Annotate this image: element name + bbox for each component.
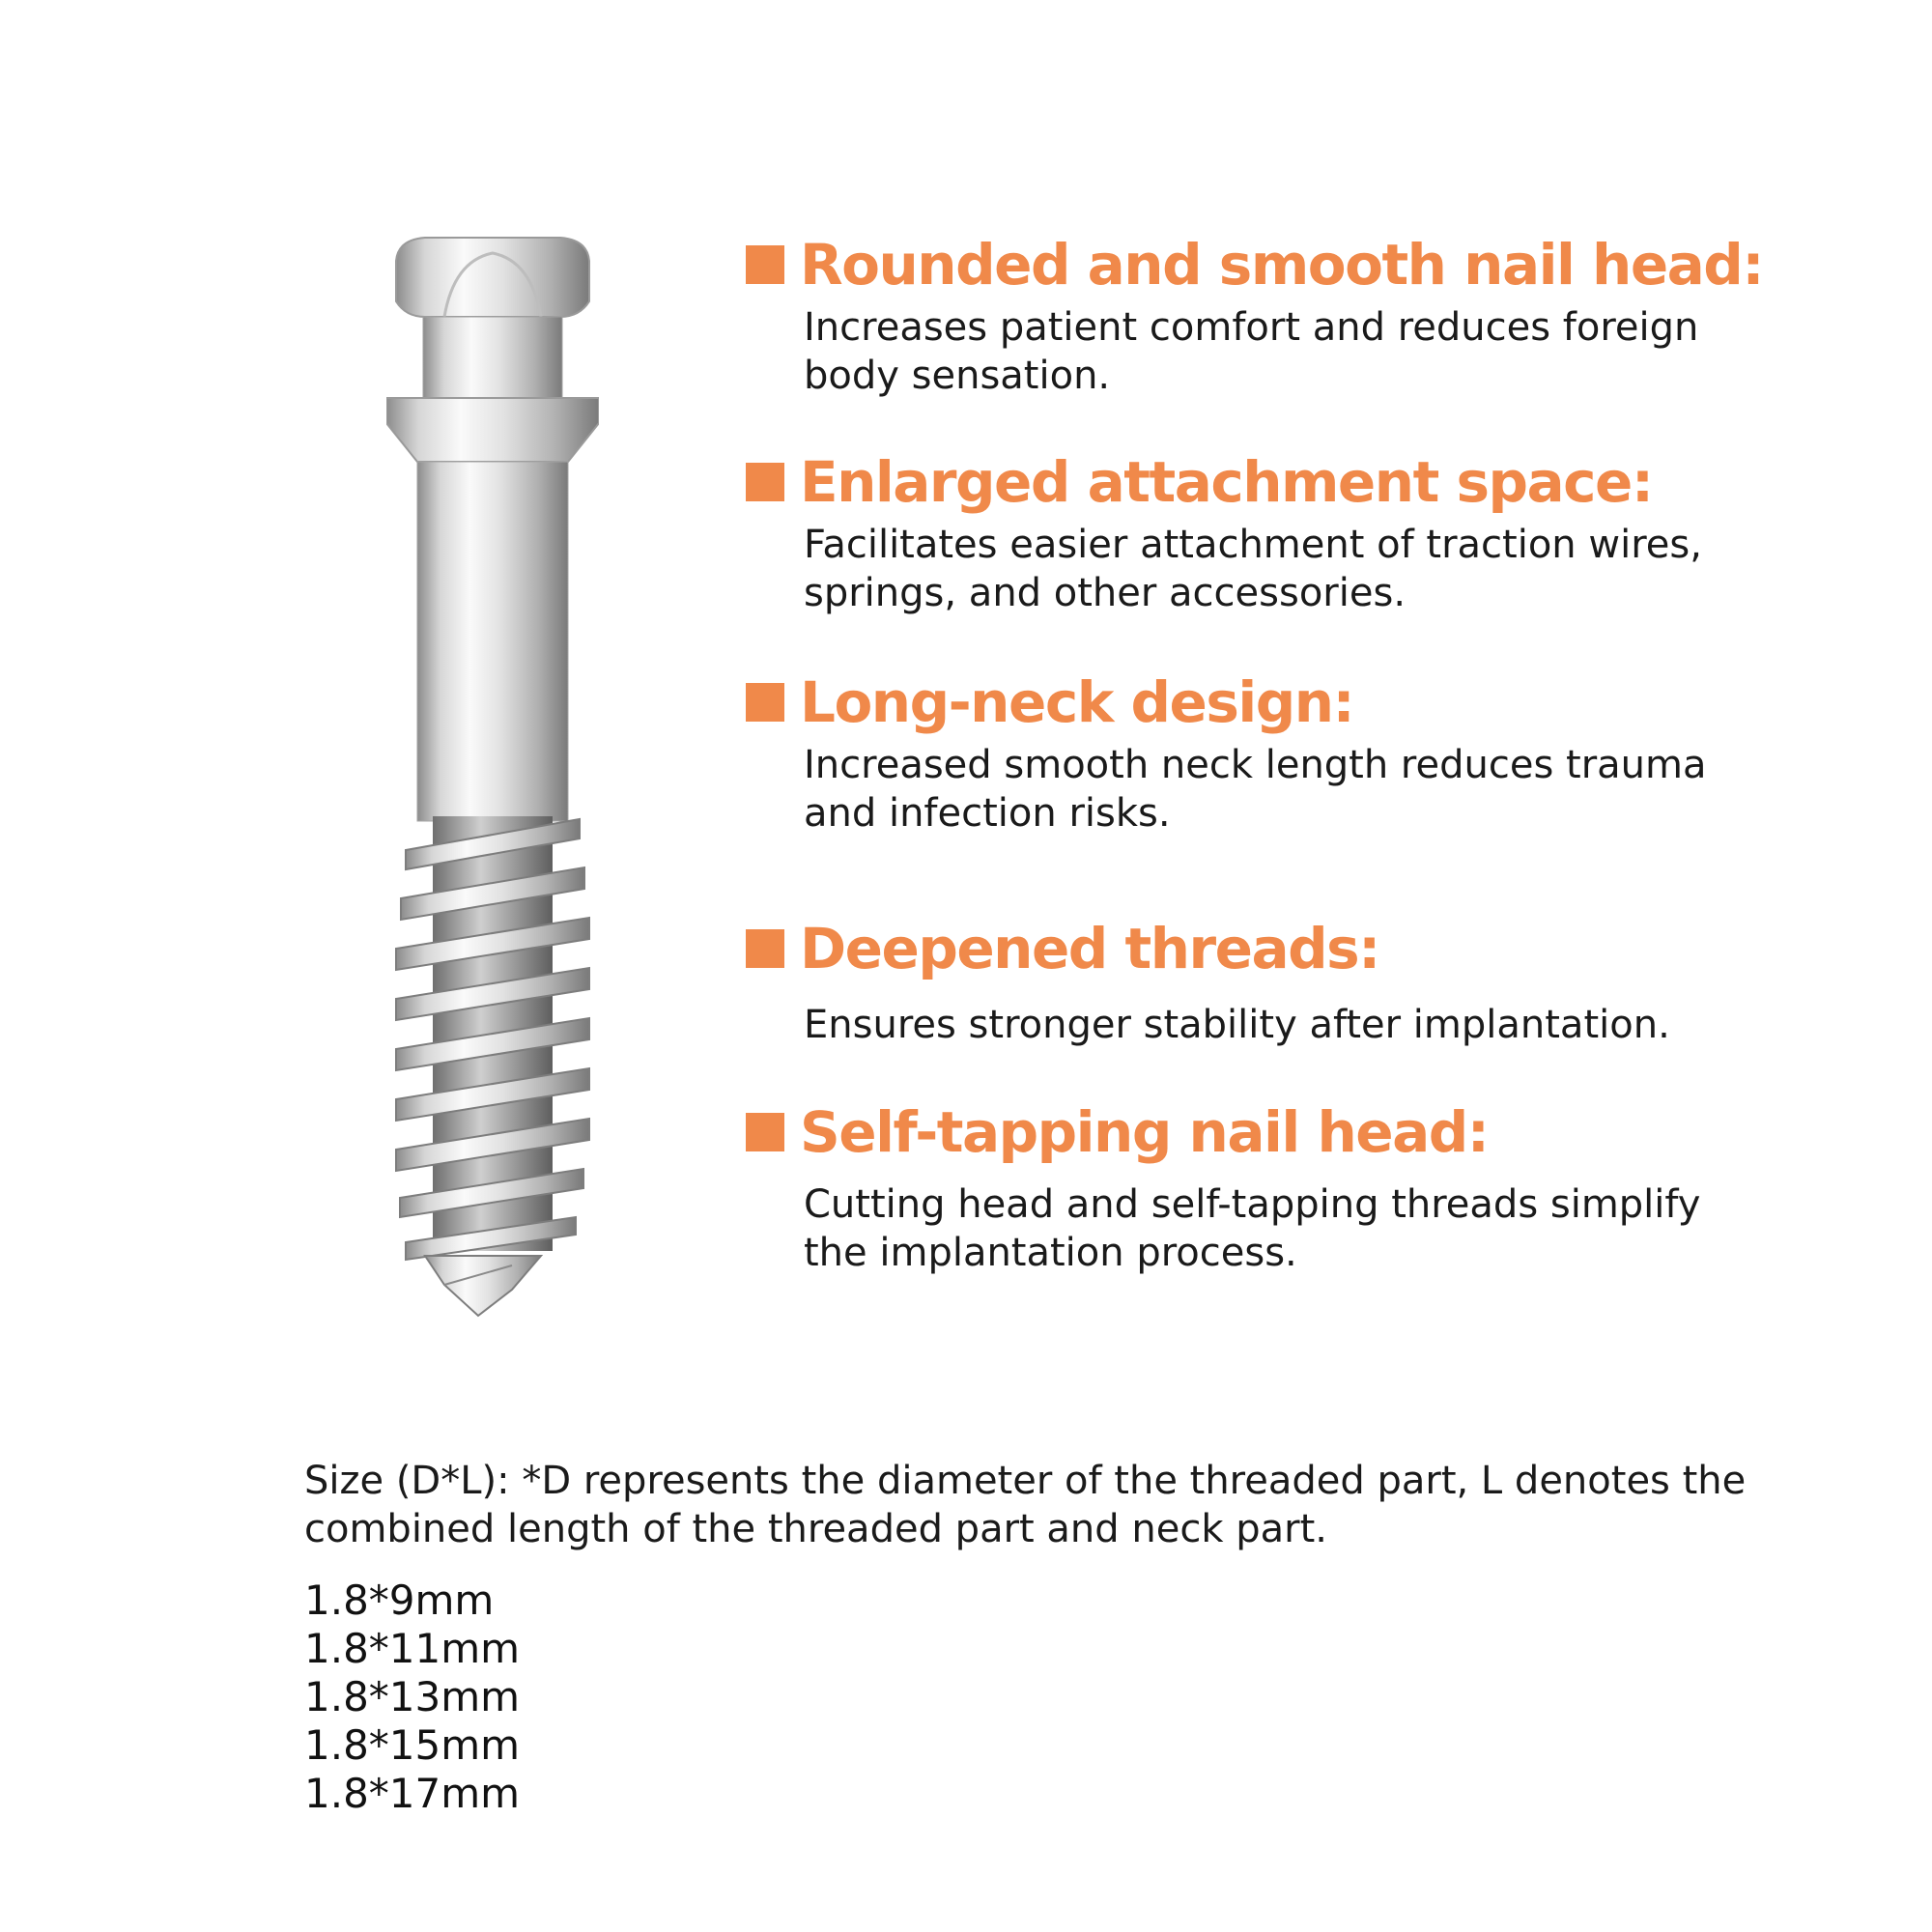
- feature-description: Increases patient comfort and reduces foreign body sensation.: [804, 305, 1699, 398]
- feature-self-tapping: [746, 1099, 1712, 1277]
- size-item: 1.8*13mm: [304, 1673, 521, 1720]
- attachment-groove: [423, 317, 562, 399]
- feature-description: Cutting head and self-tapping threads simplify the implantation process.: [804, 1182, 1701, 1275]
- feature-title: Self-tapping nail head:: [800, 1099, 1489, 1165]
- size-list: [304, 1577, 520, 1818]
- orange-square-bullet-icon: [746, 929, 784, 968]
- feature-title: Enlarged attachment space:: [800, 449, 1653, 515]
- collar: [386, 398, 599, 462]
- self-tapping-tip: [425, 1256, 541, 1316]
- feature-deepened-threads: [746, 916, 1712, 1049]
- orange-square-bullet-icon: [746, 1113, 784, 1151]
- orange-square-bullet-icon: [746, 463, 784, 501]
- orange-square-bullet-icon: [746, 245, 784, 284]
- nail-head: [396, 238, 589, 317]
- feature-title: Rounded and smooth nail head:: [800, 232, 1764, 298]
- smooth-neck: [417, 462, 568, 821]
- feature-long-neck: [746, 669, 1712, 838]
- threads: [396, 819, 589, 1260]
- size-note: Size (D*L): *D represents the diameter of the threaded part, L denotes the combined length of the threaded part and neck part.: [304, 1459, 1747, 1551]
- orange-square-bullet-icon: [746, 683, 784, 722]
- feature-rounded-head: [746, 232, 1764, 400]
- feature-attachment-space: [746, 449, 1712, 617]
- orthodontic-screw-illustration: [386, 232, 599, 1323]
- size-item: 1.8*17mm: [304, 1770, 521, 1817]
- feature-description: Increased smooth neck length reduces trauma and infection risks.: [804, 743, 1707, 836]
- feature-title: Long-neck design:: [800, 669, 1354, 735]
- size-item: 1.8*15mm: [304, 1721, 521, 1769]
- feature-description: Facilitates easier attachment of traction wires, springs, and other accessories.: [804, 523, 1702, 615]
- feature-title: Deepened threads:: [800, 916, 1379, 981]
- size-item: 1.8*9mm: [304, 1577, 495, 1624]
- size-item: 1.8*11mm: [304, 1625, 521, 1672]
- feature-description: Ensures stronger stability after implantation.: [804, 1003, 1670, 1047]
